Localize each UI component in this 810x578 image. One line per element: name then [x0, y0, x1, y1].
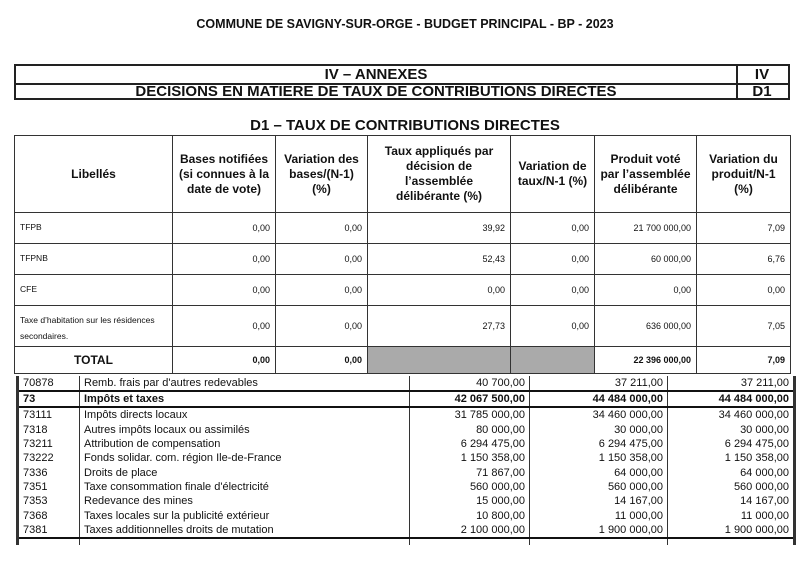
cell: 0,00: [276, 306, 368, 347]
total-label: TOTAL: [15, 347, 173, 374]
table-row: [18, 376, 795, 391]
contributions-table: [14, 135, 791, 374]
table-row: [18, 407, 795, 422]
col-header: Taux appliqués par décision de l’assemblée délibérante (%): [368, 136, 511, 213]
amount-cell: 11 000,00: [668, 508, 795, 522]
account-label: Impôts et taxes: [80, 391, 410, 407]
amount-cell: 11 000,00: [530, 508, 668, 522]
amount-cell: 1 150 358,00: [530, 451, 668, 465]
account-code: 73222: [18, 451, 80, 465]
table-row: [15, 244, 791, 275]
amount-cell: 64 000,00: [668, 465, 795, 479]
amount-cell: 6 294 475,00: [530, 437, 668, 451]
cell: 0,00: [173, 213, 276, 244]
row-label: Taxe d’habitation sur les résidences secondaires.: [15, 306, 173, 347]
col-header: Variation des bases/(N-1) (%): [276, 136, 368, 213]
empty-cell: [80, 538, 410, 545]
amount-cell: 30 000,00: [530, 423, 668, 437]
cell: 0,00: [173, 275, 276, 306]
cell: 0,00: [276, 244, 368, 275]
account-label: Impôts directs locaux: [80, 407, 410, 422]
account-code: 73: [18, 391, 80, 407]
amount-cell: 6 294 475,00: [410, 437, 530, 451]
amount-cell: 71 867,00: [410, 465, 530, 479]
table-row: [18, 523, 795, 538]
cell: 6,76: [697, 244, 791, 275]
table-row: [15, 275, 791, 306]
amount-cell: 1 150 358,00: [410, 451, 530, 465]
cell: 7,09: [697, 347, 791, 374]
cell: 0,00: [511, 306, 595, 347]
cell: 0,00: [173, 244, 276, 275]
account-code: 7353: [18, 494, 80, 508]
amount-cell: 14 167,00: [668, 494, 795, 508]
amount-cell: 1 900 000,00: [530, 523, 668, 538]
table-row: [15, 213, 791, 244]
cell: 52,43: [368, 244, 511, 275]
cell: 60 000,00: [595, 244, 697, 275]
amount-cell: 40 700,00: [410, 376, 530, 391]
budget-table: [16, 376, 796, 545]
empty-cell: [668, 538, 795, 545]
amount-cell: 34 460 000,00: [530, 407, 668, 422]
total-row: [15, 347, 791, 374]
amount-cell: 560 000,00: [530, 480, 668, 494]
empty-cell: [511, 347, 595, 374]
cell: 0,00: [173, 306, 276, 347]
cell: 0,00: [511, 275, 595, 306]
cell: 7,05: [697, 306, 791, 347]
account-code: 7351: [18, 480, 80, 494]
cell: 27,73: [368, 306, 511, 347]
table-row: [18, 423, 795, 437]
amount-cell: 37 211,00: [668, 376, 795, 391]
account-label: Remb. frais par d'autres redevables: [80, 376, 410, 391]
account-label: Redevance des mines: [80, 494, 410, 508]
table-row: [18, 508, 795, 522]
account-code: 7368: [18, 508, 80, 522]
account-label: Taxe consommation finale d'électricité: [80, 480, 410, 494]
table-row: [18, 451, 795, 465]
amount-cell: 10 800,00: [410, 508, 530, 522]
col-header: Libellés: [15, 136, 173, 213]
amount-cell: 34 460 000,00: [668, 407, 795, 422]
table-row: [15, 306, 791, 347]
cell: 0,00: [595, 275, 697, 306]
amount-cell: 30 000,00: [668, 423, 795, 437]
col-header: Variation du produit/N-1 (%): [697, 136, 791, 213]
account-label: Droits de place: [80, 465, 410, 479]
empty-cell: [530, 538, 668, 545]
cell: 0,00: [511, 244, 595, 275]
amount-cell: 6 294 475,00: [668, 437, 795, 451]
table-row: [18, 437, 795, 451]
annex-header: [14, 64, 790, 100]
cell: 22 396 000,00: [595, 347, 697, 374]
account-label: Autres impôts locaux ou assimilés: [80, 423, 410, 437]
amount-cell: 560 000,00: [410, 480, 530, 494]
amount-cell: 44 484 000,00: [530, 391, 668, 407]
amount-cell: 42 067 500,00: [410, 391, 530, 407]
account-label: Attribution de compensation: [80, 437, 410, 451]
amount-cell: 560 000,00: [668, 480, 795, 494]
account-label: Fonds solidar. com. région Ile-de-France: [80, 451, 410, 465]
table-row: [18, 480, 795, 494]
cell: 636 000,00: [595, 306, 697, 347]
annex-title: IV – ANNEXES: [16, 66, 738, 83]
amount-cell: 1 900 000,00: [668, 523, 795, 538]
table-row: [18, 465, 795, 479]
row-label: TFPNB: [15, 244, 173, 275]
cell: 0,00: [276, 213, 368, 244]
cell: 0,00: [173, 347, 276, 374]
amount-cell: 2 100 000,00: [410, 523, 530, 538]
cell: 7,09: [697, 213, 791, 244]
cell: 39,92: [368, 213, 511, 244]
amount-cell: 15 000,00: [410, 494, 530, 508]
amount-cell: 14 167,00: [530, 494, 668, 508]
cell: 0,00: [511, 213, 595, 244]
cell: 0,00: [276, 347, 368, 374]
amount-cell: 44 484 000,00: [668, 391, 795, 407]
row-label: TFPB: [15, 213, 173, 244]
annex-code: IV: [754, 66, 770, 83]
col-header: Bases notifiées (si connues à la date de vote): [173, 136, 276, 213]
cell: 21 700 000,00: [595, 213, 697, 244]
d1-title: D1 – TAUX DE CONTRIBUTIONS DIRECTES: [250, 117, 560, 134]
annex-subtitle: DECISIONS EN MATIERE DE TAUX DE CONTRIBUTIONS DIRECTES: [16, 83, 738, 100]
row-label: CFE: [15, 275, 173, 306]
col-header: Variation de taux/N-1 (%): [511, 136, 595, 213]
amount-cell: 37 211,00: [530, 376, 668, 391]
empty-cell: [410, 538, 530, 545]
account-label: Taxes locales sur la publicité extérieur: [80, 508, 410, 522]
table-row: [18, 494, 795, 508]
amount-cell: 80 000,00: [410, 423, 530, 437]
account-code: 70878: [18, 376, 80, 391]
account-code: 7381: [18, 523, 80, 538]
cell: 0,00: [368, 275, 511, 306]
cell: 0,00: [697, 275, 791, 306]
account-code: 7336: [18, 465, 80, 479]
document-title: COMMUNE DE SAVIGNY-SUR-ORGE - BUDGET PRINCIPAL - BP - 2023: [196, 17, 614, 31]
header-row: [15, 136, 791, 213]
cell: 0,00: [276, 275, 368, 306]
amount-cell: 31 785 000,00: [410, 407, 530, 422]
cut-off-row: [18, 538, 795, 545]
empty-cell: [368, 347, 511, 374]
account-code: 7318: [18, 423, 80, 437]
account-label: Taxes additionnelles droits de mutation: [80, 523, 410, 538]
account-code: 73111: [18, 407, 80, 422]
annex-subcode: D1: [752, 83, 772, 100]
section-row: [18, 391, 795, 407]
amount-cell: 64 000,00: [530, 465, 668, 479]
account-code: 73211: [18, 437, 80, 451]
amount-cell: 1 150 358,00: [668, 451, 795, 465]
col-header: Produit voté par l’assemblée délibérante: [595, 136, 697, 213]
empty-cell: [18, 538, 80, 545]
